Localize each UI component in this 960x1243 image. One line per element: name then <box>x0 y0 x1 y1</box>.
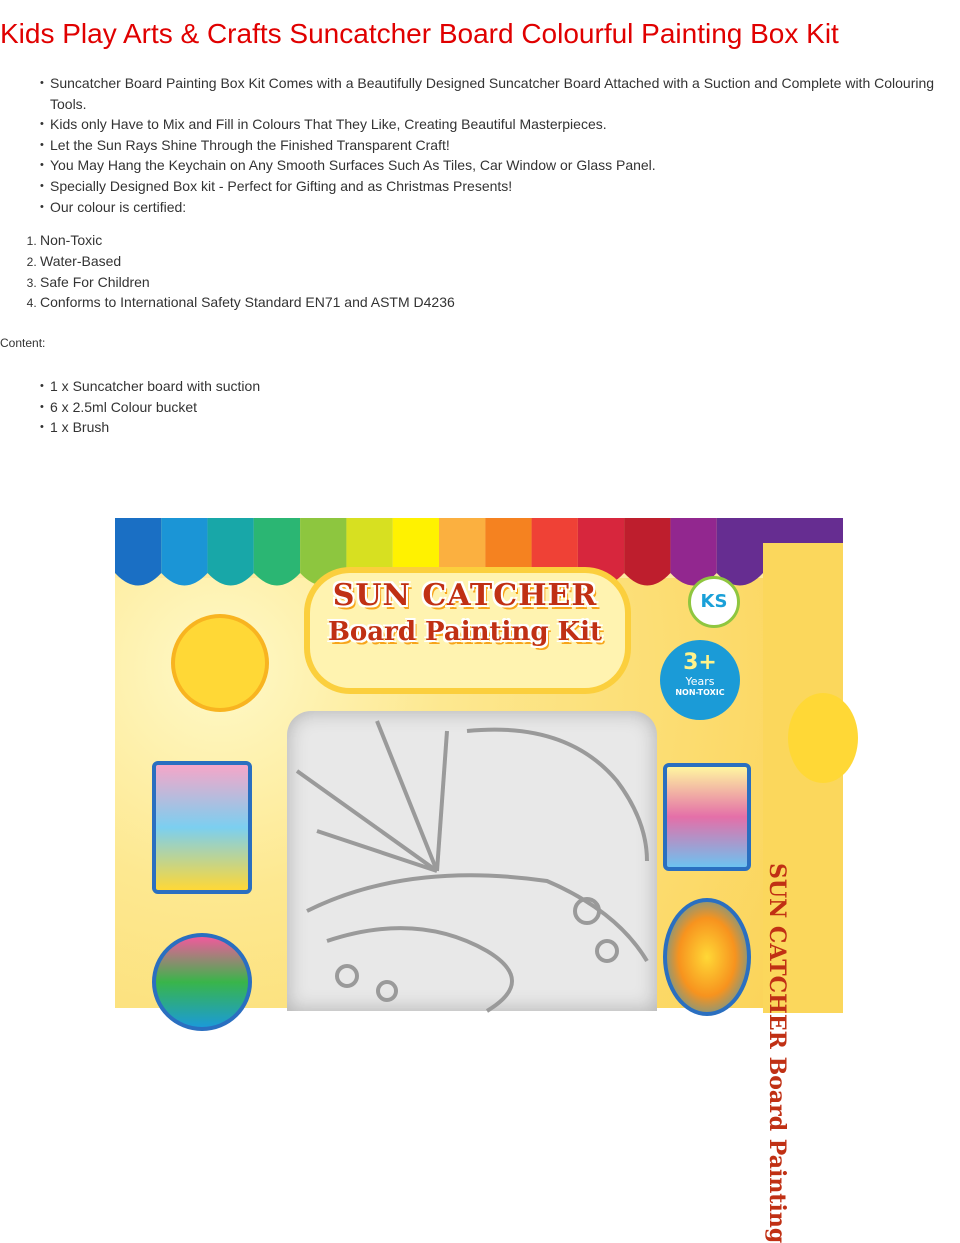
awning-side <box>763 518 843 543</box>
certification-item: 2. Water-Based <box>40 251 455 272</box>
certification-item: 1. Non-Toxic <box>40 230 455 251</box>
side-sun-icon <box>788 693 858 783</box>
side-logo-text: SUN CATCHER Board Painting <box>764 863 790 1243</box>
feature-list <box>40 73 945 217</box>
age-badge <box>660 640 740 720</box>
age-note: NON-TOXIC <box>675 688 725 697</box>
product-image <box>115 518 843 1243</box>
sun-mascot-icon <box>175 618 265 708</box>
age-value: 3+ <box>683 650 717 675</box>
awning-stripe <box>115 518 161 586</box>
fish-keychain <box>152 933 252 1031</box>
certification-item: 3. Safe For Children <box>40 272 455 293</box>
logo-line-2: Board Painting Kit <box>327 617 603 647</box>
feature-item: • Suncatcher Board Painting Box Kit Comes with a Beautifully Designed Suncatcher Board Attached with a Suction and Complete with Colouring Tools. <box>40 73 945 114</box>
feature-item: • Our colour is certified: <box>40 197 945 218</box>
age-unit: Years <box>685 675 715 688</box>
certification-item: 4. Conforms to International Safety Standard EN71 and ASTM D4236 <box>40 292 455 313</box>
awning-stripe <box>624 518 670 586</box>
logo-line-1: SUN CATCHER <box>332 578 598 613</box>
contents-item: • 1 x Brush <box>40 417 260 438</box>
awning-stripe <box>161 518 207 586</box>
suncatcher-board-window <box>287 711 657 1011</box>
content-label: Content: <box>0 336 46 350</box>
feature-item: • Let the Sun Rays Shine Through the Finished Transparent Craft! <box>40 135 945 156</box>
balloon-keychain <box>663 763 751 871</box>
contents-item: • 6 x 2.5ml Colour bucket <box>40 397 260 418</box>
certification-list <box>0 230 455 313</box>
awning-stripe <box>208 518 254 586</box>
suncatcher-board-outline <box>287 711 657 1011</box>
feature-item: • Specially Designed Box kit - Perfect for Gifting and as Christmas Presents! <box>40 176 945 197</box>
contents-item: • 1 x Suncatcher board with suction <box>40 376 260 397</box>
page-title: Kids Play Arts & Crafts Suncatcher Board Colourful Painting Box Kit <box>0 18 839 49</box>
feature-item: • You May Hang the Keychain on Any Smooth Surfaces Such As Tiles, Car Window or Glass Panel. <box>40 155 945 176</box>
awning-stripe <box>717 518 763 586</box>
sun-keychain <box>663 898 751 1016</box>
product-logo <box>315 578 615 647</box>
awning-stripe <box>254 518 300 586</box>
brand-badge: KS <box>688 576 740 628</box>
feature-item: • Kids only Have to Mix and Fill in Colours That They Like, Creating Beautiful Masterpieces. <box>40 114 945 135</box>
dolphin-keychain <box>152 761 252 894</box>
contents-list <box>40 376 260 438</box>
